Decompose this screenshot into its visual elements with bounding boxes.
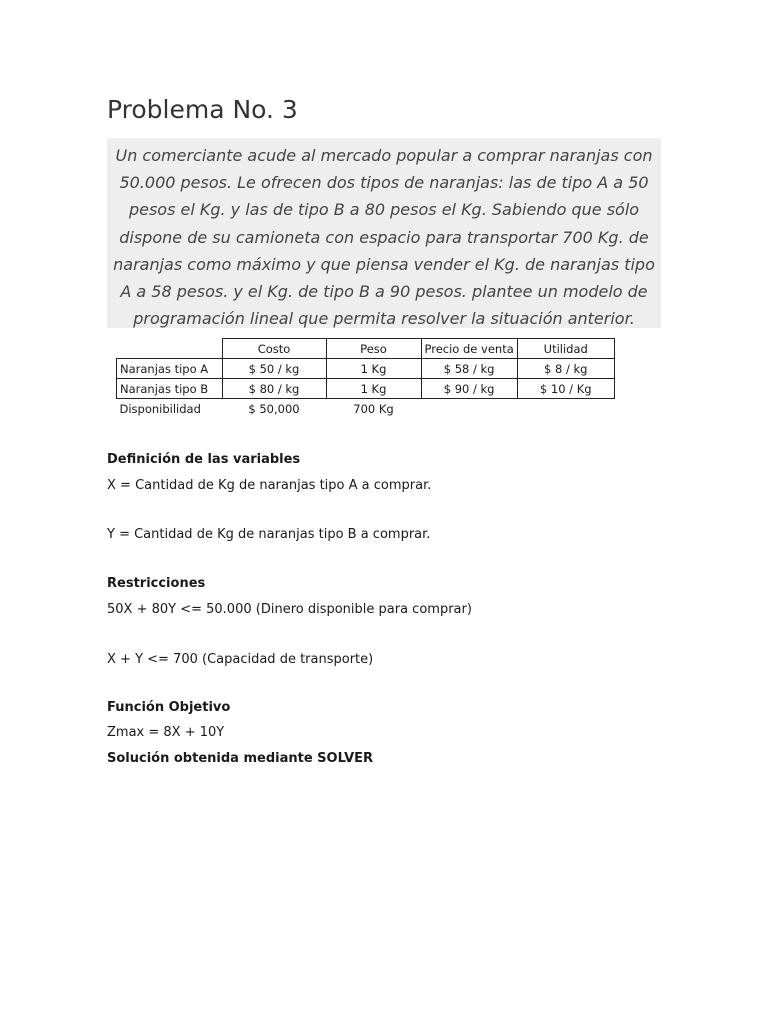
table-header-row [117,339,615,359]
constraints-heading: Restricciones [107,576,206,591]
table-header-cell: Precio de venta [421,339,517,359]
constraint-capacity: X + Y <= 700 (Capacidad de transporte) [107,652,374,667]
table-row [117,379,615,399]
table-cell [517,399,614,419]
table-header-cell: Costo [222,339,326,359]
variable-y: Y = Cantidad de Kg de naranjas tipo B a comprar. [107,527,431,542]
table-cell: Naranjas tipo B [117,379,223,399]
solution-heading: Solución obtenida mediante SOLVER [107,751,374,766]
table-cell: Naranjas tipo A [117,359,223,379]
table-cell: $ 50,000 [248,401,300,416]
table-cell [421,399,517,419]
table-row [117,359,615,379]
table-cell: $ 58 / kg [421,359,517,379]
table-cell: 700 Kg [353,401,394,416]
objective-formula: Zmax = 8X + 10Y [107,725,225,740]
table-header-cell: Utilidad [517,339,614,359]
table-cell: $ 8 / kg [517,359,614,379]
table-availability-row [117,399,615,419]
objective-heading: Función Objetivo [107,700,231,715]
table-cell: Disponibilidad [119,401,201,416]
table-cell: $ 10 / Kg [517,379,614,399]
page-title: Problema No. 3 [107,95,298,124]
table-header-cell: Peso [326,339,421,359]
variable-x: X = Cantidad de Kg de naranjas tipo A a comprar. [107,478,432,493]
data-table [116,338,615,418]
problem-statement: Un comerciante acude al mercado popular a comprar naranjas con 50.000 pesos. Le ofrecen dos tipos de naranjas: las de tipo A a 50 pesos el Kg. y las de tipo B a 80 pesos el Kg. Sabiendo que sólo dispone de su camioneta con espacio para transportar 700 Kg. de naranjas como máximo y que piensa vender el Kg. de naranjas tipo A a 58 pesos. y el Kg. de tipo B a 90 pesos. plantee un modelo de programación lineal que permita resolver la situación anterior. [107,138,661,328]
variables-heading: Definición de las variables [107,452,301,467]
table-cell: $ 50 / kg [222,359,326,379]
table-cell: 1 Kg [326,359,421,379]
table-cell: $ 90 / kg [421,379,517,399]
constraint-money: 50X + 80Y <= 50.000 (Dinero disponible para comprar) [107,602,472,617]
table-header-cell [117,339,223,359]
table-cell: 1 Kg [326,379,421,399]
table-cell: $ 80 / kg [222,379,326,399]
